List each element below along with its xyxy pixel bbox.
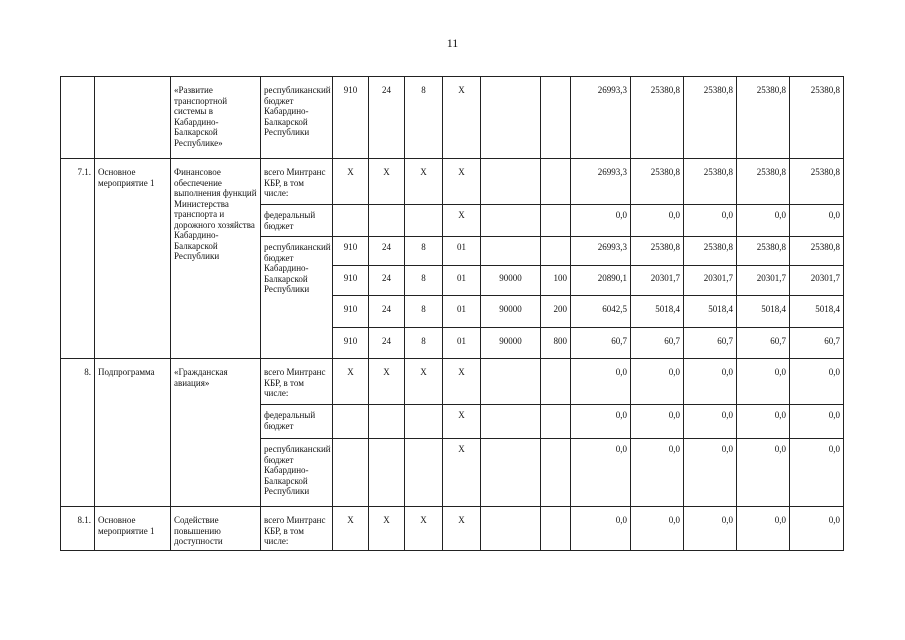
cell-v4: 0,0: [737, 359, 790, 405]
cell-v3: 5018,4: [684, 296, 737, 328]
cell-csr2: [481, 439, 541, 507]
cell-v3: 60,7: [684, 328, 737, 359]
cell-grbs: X: [333, 359, 369, 405]
table-row: [61, 159, 844, 205]
table-row: [61, 77, 844, 159]
cell-csr: 01: [443, 237, 481, 266]
table-row: [61, 507, 844, 551]
cell-v3: 0,0: [684, 359, 737, 405]
cell-rz: [369, 405, 405, 439]
cell-pr: [405, 205, 443, 237]
cell-v2: 5018,4: [631, 296, 684, 328]
cell-grbs: 910: [333, 266, 369, 296]
cell-v5: 20301,7: [790, 266, 844, 296]
cell-rz: 24: [369, 237, 405, 266]
cell-vr: [541, 205, 571, 237]
cell-v4: 0,0: [737, 205, 790, 237]
cell-source: республиканский бюджет Кабардино-Балкарской Республики: [261, 439, 333, 507]
cell-num: 7.1.: [61, 159, 95, 359]
cell-vr: [541, 237, 571, 266]
cell-pr: [405, 405, 443, 439]
cell-csr: 01: [443, 296, 481, 328]
cell-v5: 5018,4: [790, 296, 844, 328]
cell-vr: [541, 159, 571, 205]
cell-pr: 8: [405, 266, 443, 296]
cell-v3: 0,0: [684, 405, 737, 439]
cell-csr2: [481, 507, 541, 551]
cell-vr: [541, 439, 571, 507]
cell-csr: X: [443, 159, 481, 205]
cell-rz: [369, 205, 405, 237]
cell-rz: X: [369, 159, 405, 205]
cell-rz: X: [369, 507, 405, 551]
cell-csr: X: [443, 405, 481, 439]
cell-grbs: [333, 405, 369, 439]
cell-v1: 26993,3: [571, 159, 631, 205]
cell-grbs: 910: [333, 296, 369, 328]
cell-vr: [541, 77, 571, 159]
cell-csr2: [481, 159, 541, 205]
cell-csr: X: [443, 77, 481, 159]
cell-pr: 8: [405, 328, 443, 359]
cell-grbs: 910: [333, 237, 369, 266]
cell-v1: 0,0: [571, 205, 631, 237]
cell-vr: [541, 507, 571, 551]
cell-status: [95, 77, 171, 159]
cell-rz: [369, 439, 405, 507]
cell-csr: 01: [443, 328, 481, 359]
cell-pr: X: [405, 507, 443, 551]
cell-name: «Гражданская авиация»: [171, 359, 261, 507]
cell-vr: 100: [541, 266, 571, 296]
cell-num: [61, 77, 95, 159]
cell-rz: 24: [369, 266, 405, 296]
cell-vr: 800: [541, 328, 571, 359]
cell-v3: 20301,7: [684, 266, 737, 296]
cell-pr: 8: [405, 296, 443, 328]
cell-grbs: X: [333, 507, 369, 551]
cell-csr2: [481, 359, 541, 405]
cell-v4: 0,0: [737, 439, 790, 507]
cell-v1: 0,0: [571, 359, 631, 405]
cell-pr: 8: [405, 237, 443, 266]
cell-csr2: 90000: [481, 266, 541, 296]
cell-csr: X: [443, 439, 481, 507]
cell-v3: 25380,8: [684, 77, 737, 159]
cell-grbs: [333, 205, 369, 237]
cell-v2: 0,0: [631, 405, 684, 439]
cell-v1: 26993,3: [571, 237, 631, 266]
cell-csr: 01: [443, 266, 481, 296]
cell-v2: 25380,8: [631, 159, 684, 205]
cell-grbs: X: [333, 159, 369, 205]
cell-grbs: 910: [333, 77, 369, 159]
cell-v1: 0,0: [571, 405, 631, 439]
cell-v2: 0,0: [631, 507, 684, 551]
cell-v4: 25380,8: [737, 237, 790, 266]
cell-csr2: [481, 405, 541, 439]
cell-status: Основное мероприятие 1: [95, 159, 171, 359]
cell-v4: 0,0: [737, 405, 790, 439]
cell-name: Финансовое обеспечение выполнения функций Министерства транспорта и дорожного хозяйства Кабардино-Балкарской Республики: [171, 159, 261, 359]
cell-source: всего Минтранс КБР, в том числе:: [261, 159, 333, 205]
cell-v4: 5018,4: [737, 296, 790, 328]
cell-csr2: 90000: [481, 296, 541, 328]
cell-csr2: [481, 205, 541, 237]
cell-v3: 0,0: [684, 507, 737, 551]
cell-v4: 25380,8: [737, 159, 790, 205]
cell-name: Содействие повышению доступности: [171, 507, 261, 551]
cell-name: «Развитие транспортной системы в Кабардино-Балкарской Республике»: [171, 77, 261, 159]
cell-v4: 60,7: [737, 328, 790, 359]
cell-grbs: [333, 439, 369, 507]
cell-csr2: [481, 77, 541, 159]
cell-rz: X: [369, 359, 405, 405]
cell-num: 8.1.: [61, 507, 95, 551]
cell-v5: 60,7: [790, 328, 844, 359]
cell-v2: 0,0: [631, 205, 684, 237]
cell-vr: [541, 405, 571, 439]
page-number: 11: [446, 36, 459, 50]
cell-v2: 60,7: [631, 328, 684, 359]
cell-v5: 0,0: [790, 205, 844, 237]
cell-v2: 0,0: [631, 439, 684, 507]
cell-csr: X: [443, 359, 481, 405]
cell-csr2: [481, 237, 541, 266]
cell-v1: 0,0: [571, 439, 631, 507]
cell-rz: 24: [369, 77, 405, 159]
cell-v3: 25380,8: [684, 159, 737, 205]
cell-source: республиканский бюджет Кабардино-Балкарской Республики: [261, 237, 333, 359]
cell-pr: 8: [405, 77, 443, 159]
cell-status: Основное мероприятие 1: [95, 507, 171, 551]
cell-v5: 0,0: [790, 439, 844, 507]
cell-pr: X: [405, 359, 443, 405]
cell-v1: 60,7: [571, 328, 631, 359]
cell-vr: 200: [541, 296, 571, 328]
cell-v2: 0,0: [631, 359, 684, 405]
cell-v5: 25380,8: [790, 237, 844, 266]
cell-v5: 25380,8: [790, 159, 844, 205]
cell-v1: 0,0: [571, 507, 631, 551]
cell-v3: 0,0: [684, 439, 737, 507]
cell-pr: X: [405, 159, 443, 205]
cell-v5: 25380,8: [790, 77, 844, 159]
cell-rz: 24: [369, 296, 405, 328]
cell-grbs: 910: [333, 328, 369, 359]
cell-v1: 26993,3: [571, 77, 631, 159]
cell-source: всего Минтранс КБР, в том числе:: [261, 359, 333, 405]
cell-source: республиканский бюджет Кабардино-Балкарской Республики: [261, 77, 333, 159]
cell-source: федеральный бюджет: [261, 405, 333, 439]
cell-pr: [405, 439, 443, 507]
cell-status: Подпрограмма: [95, 359, 171, 507]
cell-v4: 25380,8: [737, 77, 790, 159]
cell-vr: [541, 359, 571, 405]
table-row: [61, 359, 844, 405]
cell-v5: 0,0: [790, 359, 844, 405]
cell-v1: 20890,1: [571, 266, 631, 296]
cell-csr2: 90000: [481, 328, 541, 359]
cell-v2: 25380,8: [631, 77, 684, 159]
cell-num: 8.: [61, 359, 95, 507]
cell-rz: 24: [369, 328, 405, 359]
cell-v4: 0,0: [737, 507, 790, 551]
cell-v2: 20301,7: [631, 266, 684, 296]
cell-v5: 0,0: [790, 507, 844, 551]
cell-v2: 25380,8: [631, 237, 684, 266]
cell-csr: X: [443, 205, 481, 237]
cell-source: всего Минтранс КБР, в том числе:: [261, 507, 333, 551]
cell-csr: X: [443, 507, 481, 551]
cell-v5: 0,0: [790, 405, 844, 439]
cell-v3: 25380,8: [684, 237, 737, 266]
cell-v4: 20301,7: [737, 266, 790, 296]
budget-table: [60, 76, 844, 551]
cell-source: федеральный бюджет: [261, 205, 333, 237]
cell-v1: 6042,5: [571, 296, 631, 328]
cell-v3: 0,0: [684, 205, 737, 237]
